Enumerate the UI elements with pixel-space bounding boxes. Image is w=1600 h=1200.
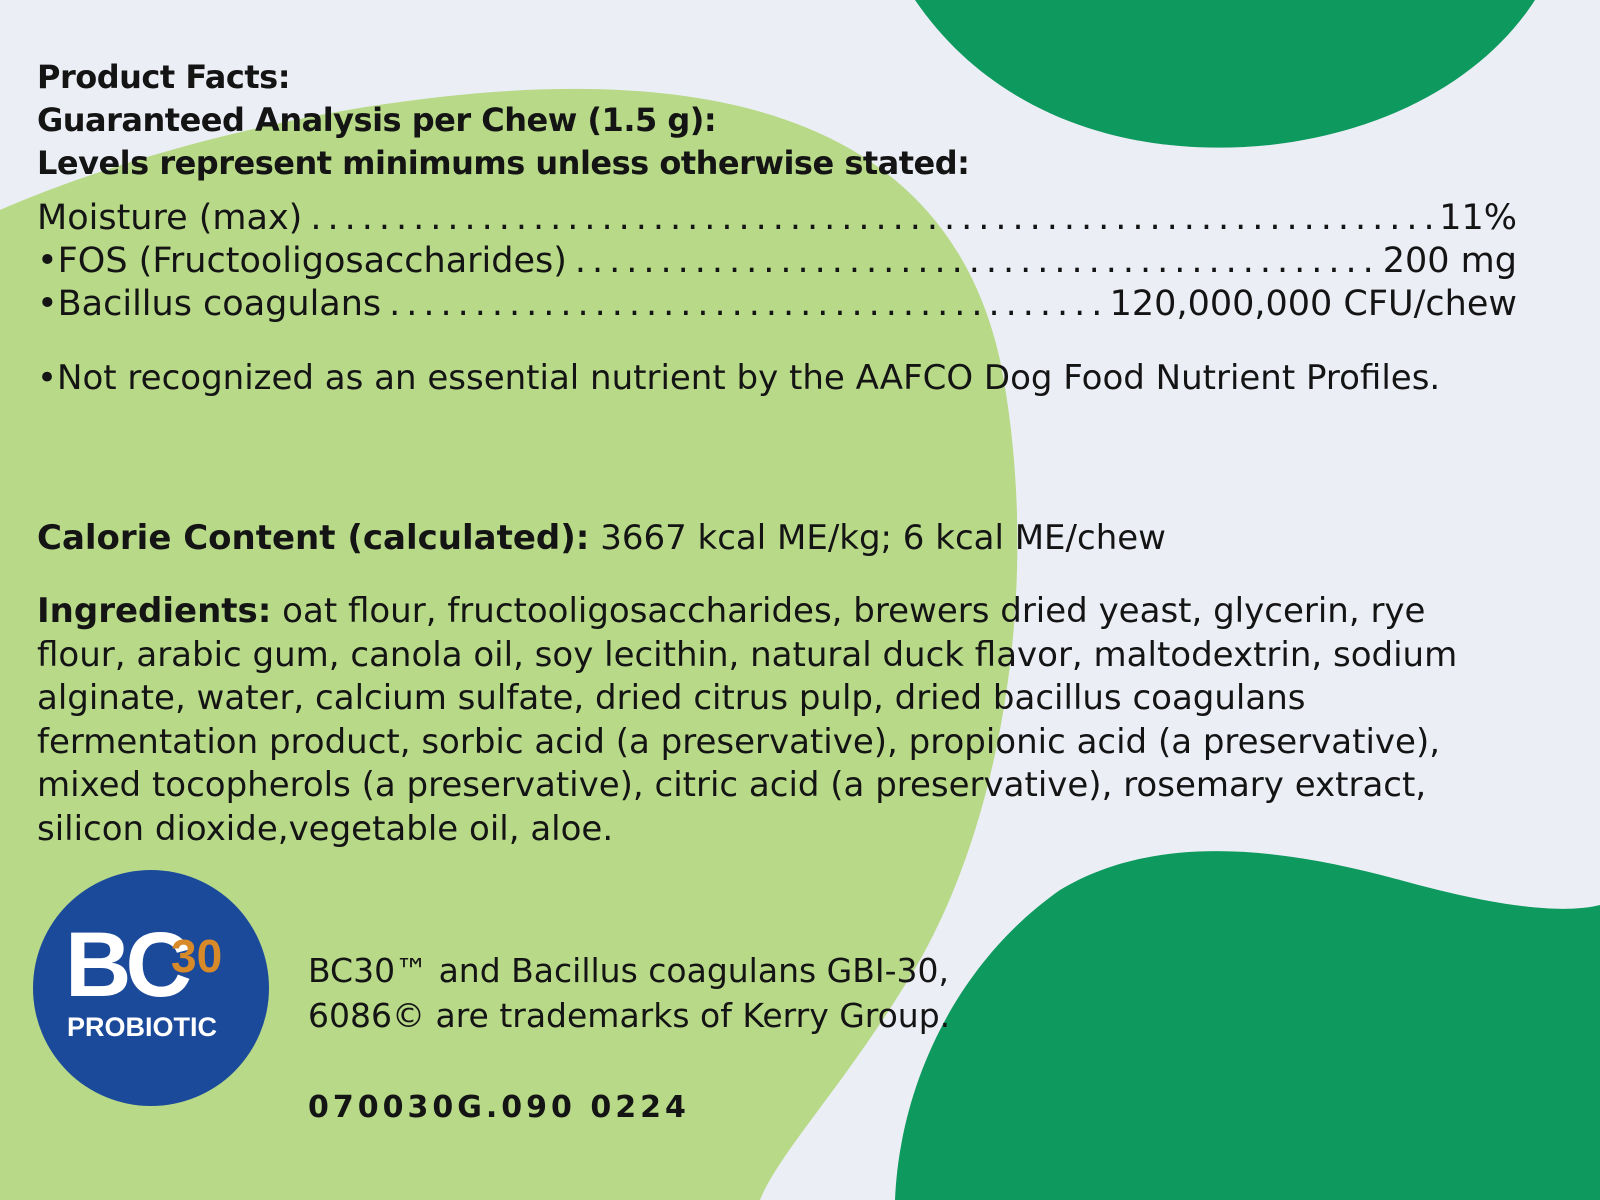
- bc30-probiotic-logo: [31, 868, 271, 1108]
- ingredients-paragraph: [37, 590, 1517, 851]
- dot-leader: [310, 198, 1431, 238]
- ingredients-text: oat flour, fructooligosaccharides, brewers dried yeast, glycerin, rye flour, arabic gum, canola oil, soy lecithin, natural duck flavor, maltodextrin, sodium alginate, water, calcium sulfate, dried citrus pulp, dried bacillus coagulans fermentation product, sorbic acid (a preservative), propionic acid (a preservative), mixed tocopherols (a preservative), citric acid (a preservative), rosemary extract, silicon dioxide,vegetable oil, aloe.: [37, 591, 1458, 849]
- analysis-name: •Bacillus coagulans: [37, 284, 382, 324]
- logo-sub-text: PROBIOTIC: [67, 1012, 218, 1042]
- dot-leader: [389, 284, 1101, 324]
- logo-number: 30: [171, 930, 223, 982]
- analysis-name: Moisture (max): [37, 198, 303, 238]
- product-facts-heading: Product Facts:: [37, 58, 290, 96]
- calorie-value: 3667 kcal ME/kg; 6 kcal ME/chew: [589, 518, 1166, 558]
- calorie-content: [37, 518, 1166, 558]
- calorie-label: Calorie Content (calculated):: [37, 518, 590, 558]
- trademark-notice: [308, 948, 1068, 1038]
- analysis-row: [37, 241, 1517, 285]
- trademark-line: BC30™ and Bacillus coagulans GBI-30,: [308, 951, 950, 990]
- analysis-value: 11%: [1439, 198, 1517, 238]
- ingredients-label: Ingredients:: [37, 591, 272, 631]
- analysis-name: •FOS (Fructooligosaccharides): [37, 241, 567, 281]
- analysis-value: 200 mg: [1382, 241, 1517, 281]
- analysis-value: 120,000,000 CFU/chew: [1109, 284, 1517, 324]
- guaranteed-analysis-heading: Guaranteed Analysis per Chew (1.5 g):: [37, 101, 717, 139]
- logo-main-text: BC: [65, 914, 186, 1016]
- analysis-row: [37, 284, 1517, 328]
- analysis-row: [37, 198, 1517, 242]
- levels-note-heading: Levels represent minimums unless otherwise stated:: [37, 144, 970, 182]
- product-code: 070030G.090 0224: [308, 1090, 690, 1125]
- dot-leader: [575, 241, 1375, 281]
- trademark-line: 6086© are trademarks of Kerry Group.: [308, 996, 951, 1035]
- aafco-footnote: •Not recognized as an essential nutrient by the AAFCO Dog Food Nutrient Profiles.: [37, 358, 1441, 398]
